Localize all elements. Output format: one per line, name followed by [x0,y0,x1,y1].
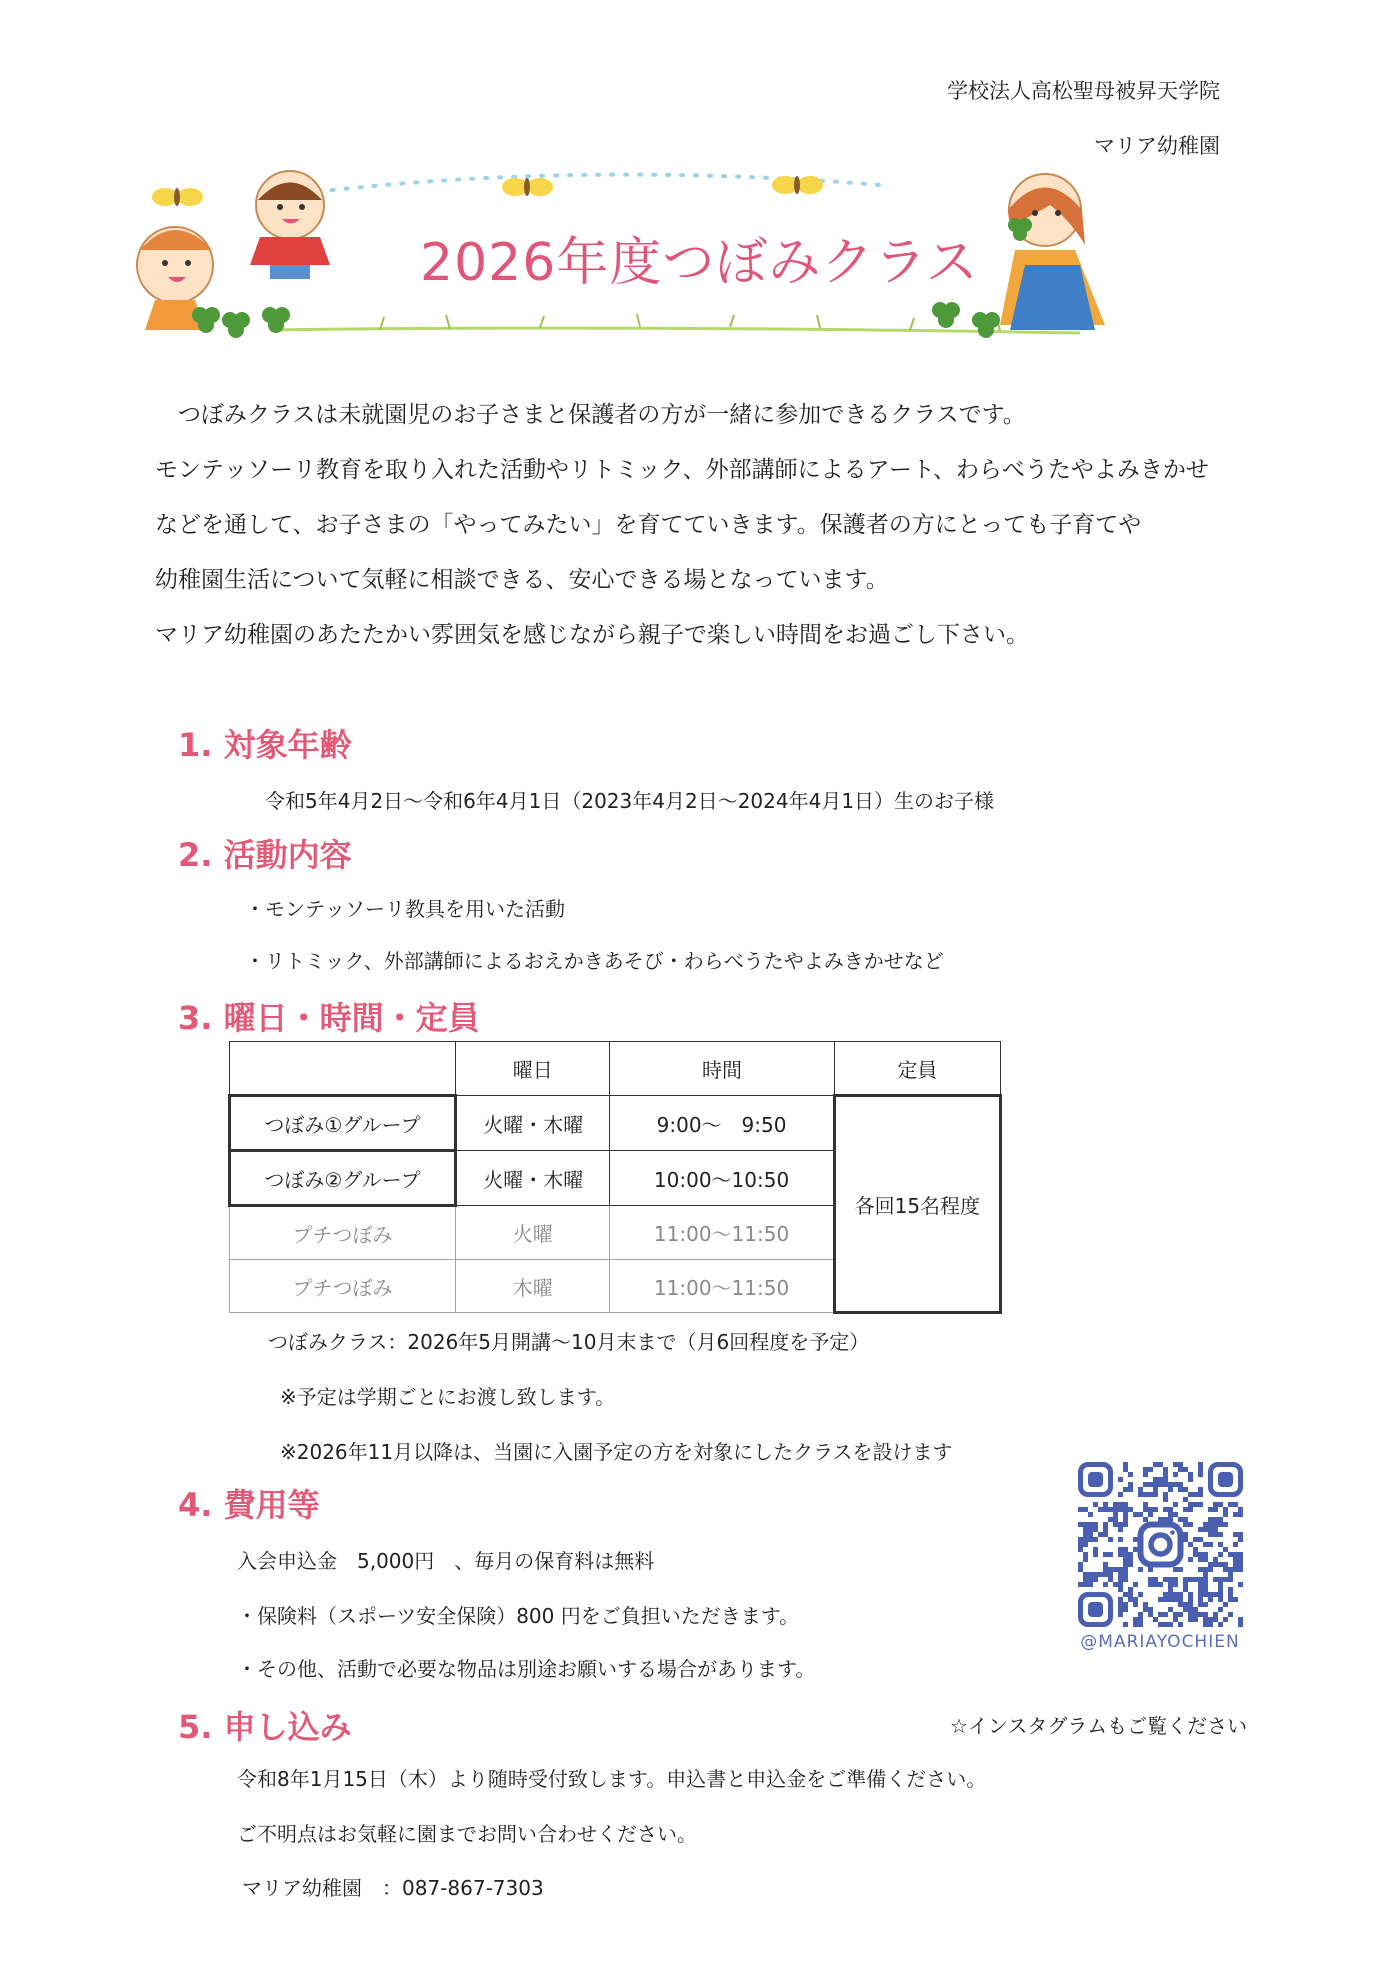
section-heading-application: 5. 申し込み [178,1708,352,1746]
fee-item: 入会申込金 5,000円 、毎月の保育料は無料 [237,1549,655,1573]
teacher-illustration [1000,174,1105,330]
activity-item: ・リトミック、外部講師によるおえかきあそび・わらべうたやよみきかせなど [245,949,944,973]
application-item: ご不明点はお気軽に園までお問い合わせください。 [237,1822,697,1846]
instagram-icon [1141,1525,1181,1565]
group-name-cell: プチつぼみ [230,1206,456,1260]
school-corporation-name: 学校法人高松聖母被昇天学院 [947,79,1220,103]
table-header-row [230,1042,1001,1096]
section-heading-schedule: 3. 曜日・時間・定員 [178,999,480,1037]
intro-line: などを通して、お子さまの「やってみたい」を育てていきます。保護者の方にとっても子育てや [155,512,1142,538]
schedule-note: つぼみクラス：2026年5月開講～10月末まで（月6回程度を予定） [268,1330,870,1354]
butterfly-icon [772,176,823,194]
time-cell: 10:00～10:50 [610,1151,834,1206]
instagram-note: ☆インスタグラムもご覧ください [950,1714,1248,1738]
qr-code-pattern [1078,1462,1243,1627]
capacity-cell: 各回15名程度 [834,1096,1000,1313]
application-item: 令和8年1月15日（木）より随時受付致します。申込書と申込金をご準備ください。 [237,1767,987,1791]
butterfly-icon [502,178,553,196]
butterfly-icon [152,188,203,206]
time-cell: 11:00～11:50 [610,1206,834,1260]
instagram-qr-code[interactable] [1078,1462,1243,1627]
fee-item: ・その他、活動で必要な物品は別途お願いする場合があります。 [237,1657,816,1681]
time-cell: 11:00～11:50 [610,1260,834,1313]
activity-item: ・モンテッソーリ教具を用いた活動 [245,897,565,921]
title-banner [120,165,1220,345]
instagram-handle: @MARIAYOCHIEN [1080,1632,1240,1652]
page-title: 2026年度つぼみクラス [420,233,979,293]
intro-line: モンテッソーリ教育を取り入れた活動やリトミック、外部講師によるアート、わらべうたやよみきかせ [155,457,1209,483]
kindergarten-name: マリア幼稚園 [1094,134,1220,158]
table-header-cell: 曜日 [456,1042,610,1096]
contact-phone: マリア幼稚園 ：087-867-7303 [242,1876,544,1900]
group-name-cell: プチつぼみ [230,1260,456,1313]
day-cell: 火曜 [456,1206,610,1260]
schedule-note: ※2026年11月以降は、当園に入園予定の方を対象にしたクラスを設けます [280,1440,953,1464]
intro-line: 幼稚園生活について気軽に相談できる、安心できる場となっています。 [155,567,889,593]
table-header-cell [230,1042,456,1096]
table-header-cell: 時間 [610,1042,834,1096]
section-heading-target-age: 1. 対象年齢 [178,726,352,764]
intro-line: つぼみクラスは未就園児のお子さまと保護者の方が一緒に参加できるクラスです。 [155,402,1026,428]
intro-line: マリア幼稚園のあたたかい雰囲気を感じながら親子で楽しい時間をお過ごし下さい。 [155,622,1029,648]
group-name-cell: つぼみ②グループ [230,1151,456,1206]
fee-item: ・保険料（スポーツ安全保険）800 円をご負担いただきます。 [237,1604,800,1628]
child-illustration [250,171,330,279]
schedule-table [228,1041,1002,1314]
table-header-cell: 定員 [834,1042,1000,1096]
target-age-text: 令和5年4月2日～令和6年4月1日（2023年4月2日～2024年4月1日）生のお子様 [265,789,995,813]
section-heading-activities: 2. 活動内容 [178,836,352,874]
group-name-cell: つぼみ①グループ [230,1096,456,1151]
day-cell: 火曜・木曜 [456,1096,610,1151]
table-row [230,1096,1001,1151]
section-heading-fees: 4. 費用等 [178,1486,320,1524]
schedule-note: ※予定は学期ごとにお渡し致します。 [280,1385,616,1409]
intro-paragraph [155,388,1209,663]
day-cell: 火曜・木曜 [456,1151,610,1206]
day-cell: 木曜 [456,1260,610,1313]
time-cell: 9:00～ 9:50 [610,1096,834,1151]
